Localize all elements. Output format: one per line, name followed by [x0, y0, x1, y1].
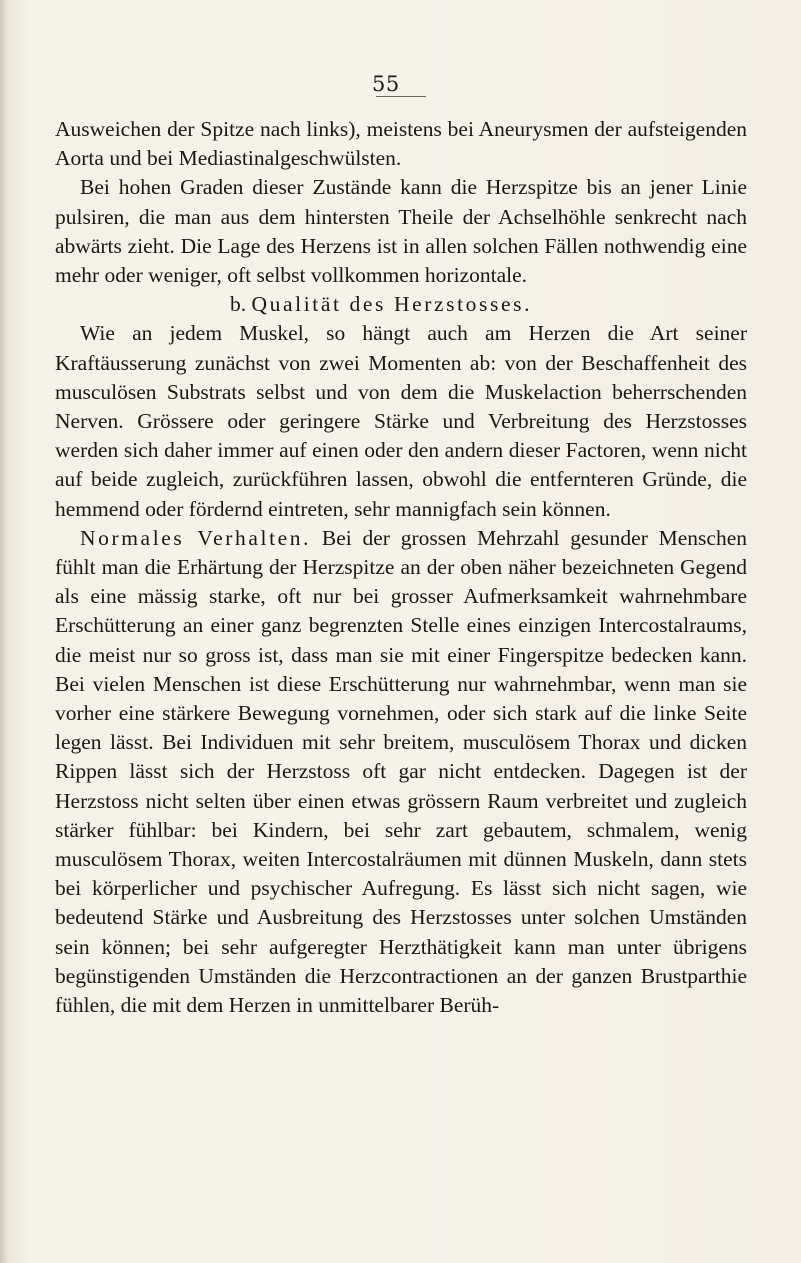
binding-edge	[0, 0, 8, 1263]
section-heading-prefix: b.	[230, 292, 247, 317]
section-heading-title: Qualität des Herzstosses.	[251, 292, 533, 317]
page-number-rule	[376, 96, 426, 97]
body-text	[55, 115, 747, 1020]
section-heading	[55, 290, 747, 319]
page-number: 55	[372, 72, 400, 96]
paragraph: Bei hohen Graden dieser Zustände kann die Herzspitze bis an jener Linie pulsiren, die man aus dem hintersten Theile der Achselhöhle senkrecht nach abwärts zieht. Die Lage des Herzens ist in allen solchen Fällen nothwendig eine mehr oder weniger, oft selbst vollkommen horizontale.	[55, 175, 747, 288]
paragraph-lead-heading: Normales Verhalten.	[80, 525, 312, 550]
paragraph	[55, 524, 747, 1020]
paragraph-continuation: Ausweichen der Spitze nach links), meistens bei Aneurysmen der aufsteigenden Aorta und bei Mediastinalgeschwülsten.	[55, 117, 747, 171]
paragraph: Wie an jedem Muskel, so hängt auch am Herzen die Art seiner Kraftäusserung zunächst von zwei Momenten ab: von der Beschaffenheit des musculösen Substrats selbst und von dem die Muskelaction beherrschenden Nerven. Grössere oder geringere Stärke und Verbreitung des Herzstosses werden sich daher immer auf einen oder den andern dieser Factoren, wenn nicht auf beide zugleich, zurückführen lassen, obwohl die entfernteren Gründe, die hemmend oder fördernd eintreten, sehr mannigfach sein können.	[55, 321, 747, 521]
paragraph-body: Bei der grossen Mehrzahl gesunder Menschen fühlt man die Erhärtung der Herzspitze an der oben näher bezeichneten Gegend als eine mässig starke, oft nur bei grosser Aufmerksamkeit wahrnehmbare Erschütterung an einer ganz begrenzten Stelle eines einzigen Intercostalraums, die meist nur so gross ist, dass man sie mit einer Fingerspitze bedecken kann. Bei vielen Menschen ist diese Erschütterung nur wahrnehmbar, wenn man sie vorher eine stärkere Bewegung vornehmen, oder sich stark auf die linke Seite legen lässt. Bei Individuen mit sehr breitem, musculösem Thorax und dicken Rippen lässt sich der Herzstoss oft gar nicht entdecken. Dagegen ist der Herzstoss nicht selten über einen etwas grössern Raum verbreitet und zugleich stärker fühlbar: bei Kindern, bei sehr zart gebautem, schmalem, wenig musculösem Thorax, weiten Intercostalräumen mit dünnen Muskeln, dann stets bei körperlicher und psychischer Aufregung. Es lässt sich nicht sagen, wie bedeutend Stärke und Ausbreitung des Herzstosses unter solchen Umständen sein können; bei sehr aufgeregter Herzthätigkeit kann man unter übrigens begünstigenden Umständen die Herzcontractionen an der ganzen Brustparthie fühlen, die mit dem Herzen in unmittelbarer Berüh-	[55, 525, 747, 1018]
